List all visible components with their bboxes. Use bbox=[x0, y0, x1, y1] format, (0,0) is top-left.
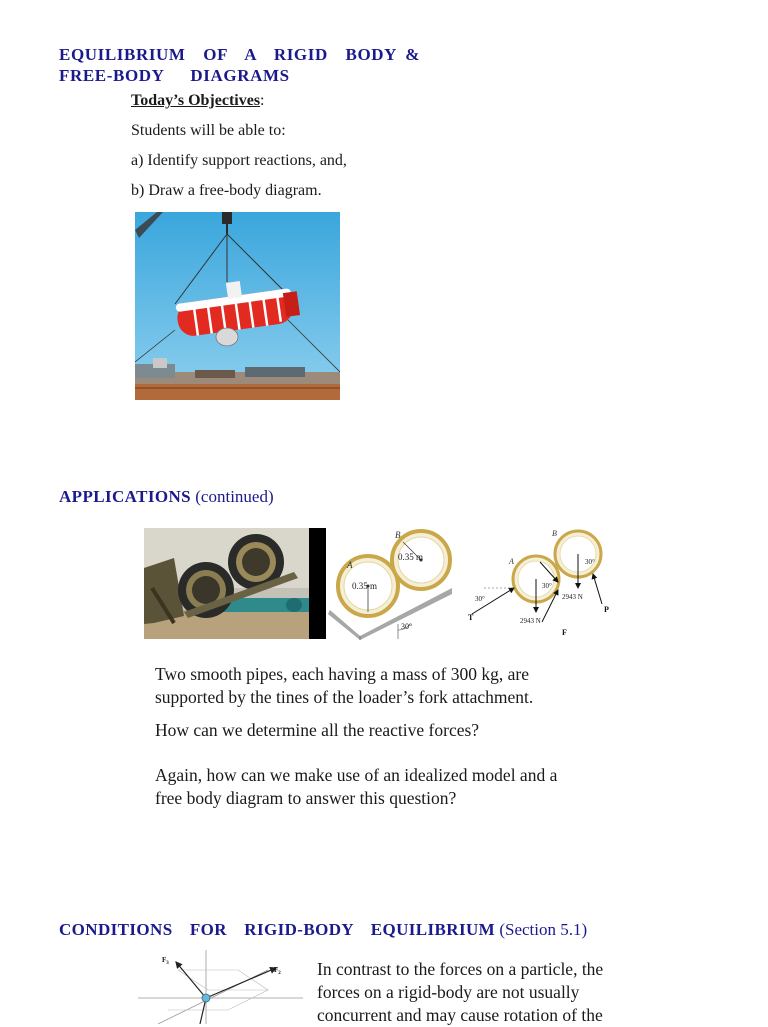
diagram-dim-a: 0.35 m bbox=[352, 581, 378, 591]
conditions-heading bbox=[59, 920, 587, 940]
diagram-label-b: B bbox=[395, 530, 401, 540]
figure-f2-label: $F_2$ bbox=[274, 966, 281, 976]
pipes-free-body-diagram bbox=[462, 524, 612, 642]
applications-para1-line1: Two smooth pipes, each having a mass of 300 kg, are bbox=[155, 664, 529, 684]
applications-heading bbox=[59, 487, 274, 507]
fbd-angle-b: 30° bbox=[585, 558, 595, 566]
conditions-heading-suffix: (Section 5.1) bbox=[495, 920, 588, 939]
page-title-line2: FREE-BODY DIAGRAMS bbox=[59, 66, 290, 85]
objectives-colon: : bbox=[260, 92, 265, 109]
applications-para3-line1: Again, how can we make use of an idealized model and a bbox=[155, 765, 558, 785]
pipes-idealized-diagram bbox=[328, 528, 453, 640]
rigid-body-forces-figure bbox=[138, 950, 303, 1024]
page-title bbox=[59, 44, 420, 86]
fbd-weight-a: 2943 N bbox=[520, 617, 541, 625]
conditions-text-line3: concurrent and may cause rotation of the bbox=[317, 1005, 603, 1025]
applications-text bbox=[155, 663, 715, 810]
fbd-angle-t: 30° bbox=[475, 595, 485, 603]
diagram-dim-b: 0.35 m bbox=[398, 552, 424, 562]
page-title-line1: EQUILIBRIUM OF A RIGID BODY & bbox=[59, 45, 421, 64]
objective-b: b) Draw a free-body diagram. bbox=[131, 182, 322, 199]
image-separator bbox=[309, 528, 326, 639]
conditions-text-line2: forces on a rigid-body are not usually bbox=[317, 982, 580, 1002]
fbd-angle-a: 30° bbox=[542, 582, 552, 590]
objectives-intro: Students will be able to: bbox=[131, 122, 286, 139]
fbd-force-t: T bbox=[468, 613, 474, 622]
fbd-label-a: A bbox=[509, 557, 514, 566]
applications-heading-text: APPLICATIONS bbox=[59, 487, 192, 506]
fbd-force-f: F bbox=[562, 628, 567, 637]
applications-para2: How can we determine all the reactive forces? bbox=[155, 720, 480, 740]
loader-pipes-photo bbox=[144, 528, 309, 639]
conditions-heading-text: CONDITIONS FOR RIGID-BODY EQUILIBRIUM bbox=[59, 920, 496, 939]
submersible-photo bbox=[135, 212, 340, 400]
applications-heading-suffix: (continued) bbox=[191, 487, 274, 506]
fbd-label-b: B bbox=[552, 529, 557, 538]
objectives-block bbox=[131, 90, 531, 210]
objective-a: a) Identify support reactions, and, bbox=[131, 152, 347, 169]
conditions-text-line1: In contrast to the forces on a particle, the bbox=[317, 959, 604, 979]
applications-para1-line2: supported by the tines of the loader’s fork attachment. bbox=[155, 687, 534, 707]
conditions-text bbox=[317, 958, 737, 1027]
fbd-force-p: P bbox=[604, 605, 609, 614]
diagram-label-a: A bbox=[347, 560, 353, 570]
fbd-weight-b: 2943 N bbox=[562, 593, 583, 601]
objectives-heading: Today’s Objectives bbox=[131, 92, 261, 109]
figure-f3-label: $F_3$ bbox=[162, 956, 169, 966]
diagram-angle: 30° bbox=[401, 622, 413, 631]
applications-para3-line2: free body diagram to answer this question? bbox=[155, 788, 457, 808]
